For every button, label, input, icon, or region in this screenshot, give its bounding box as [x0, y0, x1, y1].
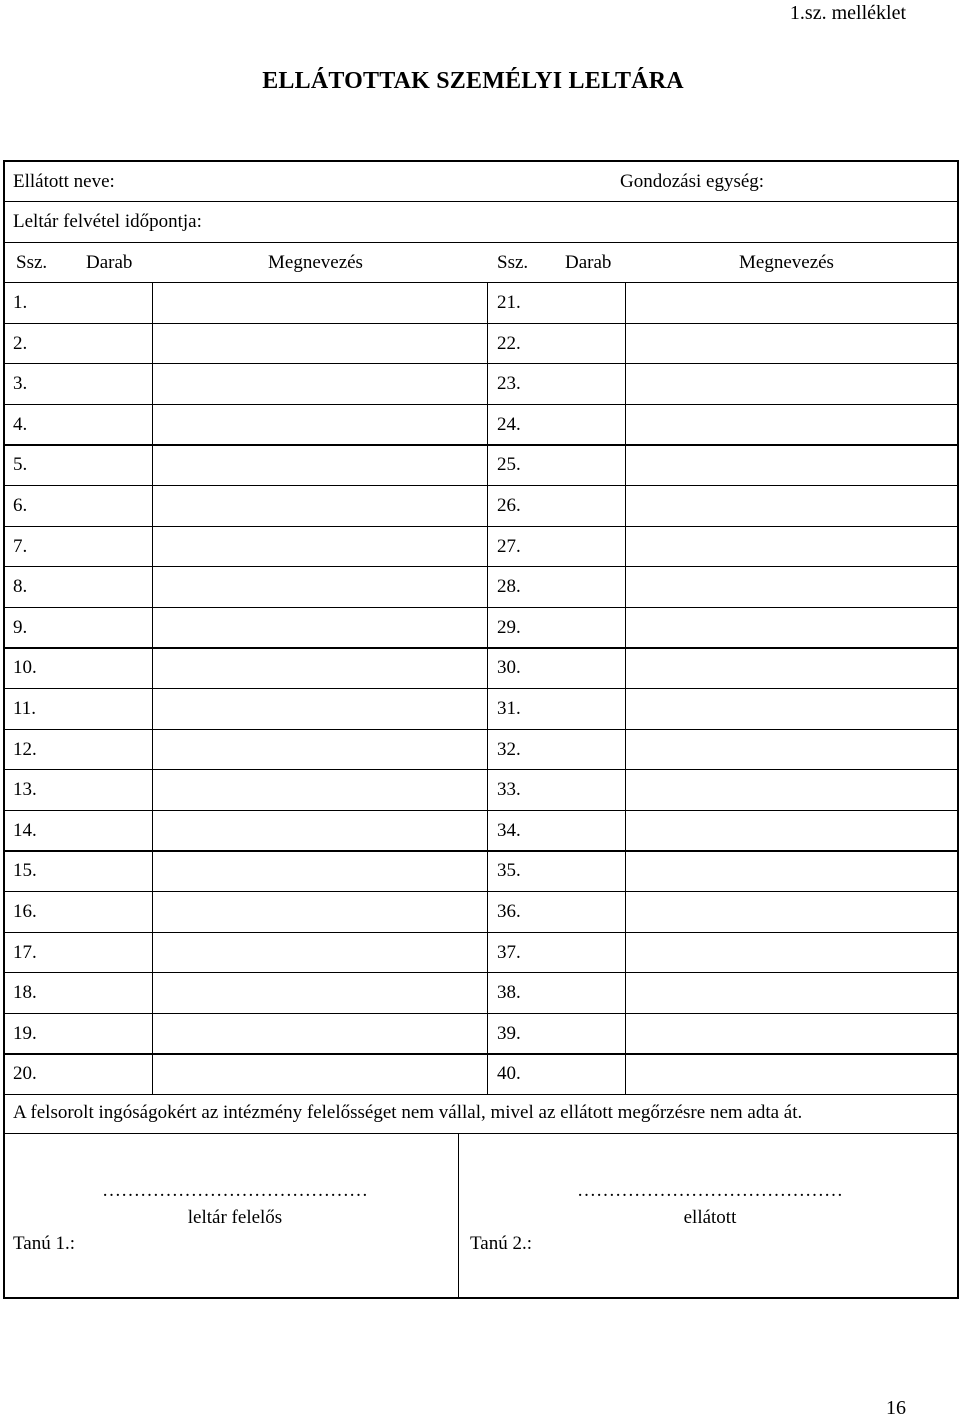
row-number-right: 29. [497, 616, 521, 638]
page-number: 16 [886, 1397, 906, 1419]
row-rule [3, 1013, 959, 1014]
row-number-right: 31. [497, 698, 521, 719]
row-number-right: 32. [497, 738, 521, 760]
row-rule [3, 323, 959, 324]
signature-line-right: …………………………………… [577, 1180, 843, 1201]
row-rule [3, 566, 959, 567]
row-number-left: 8. [13, 576, 28, 598]
document-title: ELLÁTOTTAK SZEMÉLYI LELTÁRA [262, 68, 684, 94]
row-number-right: 30. [497, 657, 521, 679]
row-rule [3, 282, 959, 283]
row-number-right: 23. [497, 373, 521, 395]
row-number-left: 5. [13, 454, 28, 476]
row-rule [3, 607, 959, 608]
row-rule [3, 932, 959, 933]
signature-label-right: ellátott [683, 1207, 737, 1228]
signature-divider [458, 1133, 459, 1297]
row-number-left: 11. [13, 698, 37, 719]
row-number-right: 35. [497, 860, 521, 882]
row-number-left: 9. [13, 616, 28, 638]
row-rule [3, 404, 959, 405]
row-number-right: 21. [497, 292, 521, 313]
row-number-right: 24. [497, 413, 521, 435]
row-number-right: 36. [497, 901, 521, 922]
row-rule [3, 1053, 959, 1054]
row-rule [3, 688, 959, 689]
row-rule [3, 810, 959, 811]
signature-line-left: …………………………………… [102, 1180, 368, 1201]
row-number-left: 16. [13, 901, 37, 922]
annex-label: 1.sz. melléklet [789, 2, 906, 24]
disclaimer-text: A felsorolt ingóságokért az intézmény felelősséget nem vállal, mivel az ellátott megőrzésre nem adta át. [13, 1102, 803, 1123]
row-rule [3, 972, 959, 973]
row-number-right: 34. [497, 819, 521, 841]
column-rule [152, 282, 153, 1094]
row-number-right: 27. [497, 535, 521, 557]
row-number-left: 15. [13, 860, 37, 882]
row-number-left: 7. [13, 535, 28, 557]
row-rule [3, 1133, 959, 1134]
witness-1-label: Tanú 1.: [13, 1233, 75, 1254]
row-number-left: 10. [13, 657, 37, 679]
row-number-right: 28. [497, 576, 521, 598]
row-number-right: 38. [497, 982, 521, 1004]
care-unit-label: Gondozási egység: [620, 171, 765, 192]
row-rule [3, 647, 959, 648]
row-number-left: 1. [13, 292, 28, 313]
row-number-left: 19. [13, 1022, 37, 1044]
box-top-border [3, 160, 959, 162]
box-bottom-border [3, 1297, 959, 1299]
signature-label-left: leltár felelős [187, 1207, 283, 1228]
resident-name-label: Ellátott neve: [13, 171, 115, 192]
row-number-right: 25. [497, 454, 521, 476]
column-header: Ssz. [497, 252, 529, 273]
row-number-left: 2. [13, 332, 28, 354]
row-number-left: 20. [13, 1063, 37, 1085]
column-header: Darab [86, 252, 133, 273]
row-rule [3, 201, 959, 202]
column-header: Megnevezés [739, 252, 834, 273]
row-rule [3, 769, 959, 770]
column-header: Darab [565, 252, 612, 273]
column-rule [487, 282, 488, 1094]
row-number-right: 39. [497, 1022, 521, 1044]
row-number-left: 18. [13, 982, 37, 1004]
row-rule [3, 485, 959, 486]
column-rule [625, 282, 626, 1094]
row-rule [3, 444, 959, 445]
row-number-left: 14. [13, 819, 37, 841]
witness-2-label: Tanú 2.: [470, 1233, 532, 1254]
row-number-left: 12. [13, 738, 37, 760]
row-rule [3, 1094, 959, 1095]
row-rule [3, 242, 959, 243]
row-rule [3, 526, 959, 527]
column-header: Megnevezés [268, 252, 363, 273]
inventory-date-label: Leltár felvétel időpontja: [13, 211, 202, 232]
row-rule [3, 363, 959, 364]
row-number-left: 6. [13, 495, 28, 516]
row-number-right: 40. [497, 1063, 521, 1085]
row-number-right: 37. [497, 941, 521, 963]
row-number-left: 3. [13, 373, 28, 395]
row-number-right: 26. [497, 495, 521, 516]
row-rule [3, 729, 959, 730]
row-number-left: 17. [13, 941, 37, 963]
row-number-left: 13. [13, 779, 37, 801]
row-rule [3, 891, 959, 892]
row-rule [3, 850, 959, 851]
column-header: Ssz. [16, 252, 48, 273]
row-number-right: 33. [497, 779, 521, 801]
row-number-right: 22. [497, 332, 521, 354]
row-number-left: 4. [13, 413, 28, 435]
